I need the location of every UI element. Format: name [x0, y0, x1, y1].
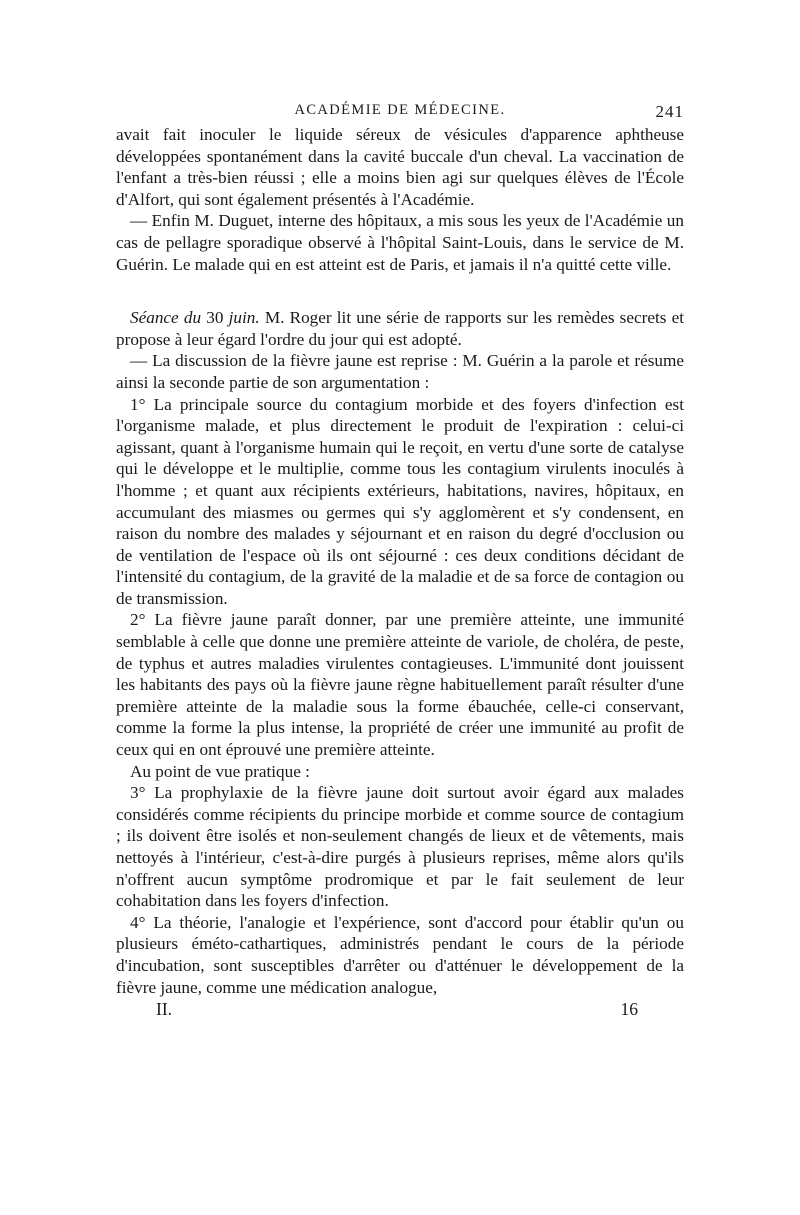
paragraph-vaccination: avait fait inoculer le liquide séreux de vésicules d'apparence aphtheuse développées spontanément dans la cavité buccale d'un cheval. La vaccination de l'enfant a très-bien réussi ; elle a moins bien agi sur quelques élèves de l'École d'Alfort, qui sont également présentés à l'Académie. — [116, 125, 684, 209]
paragraph-discussion: — La discussion de la fièvre jaune est reprise : M. Guérin a la parole et résume ainsi la seconde partie de son argumentation : — [116, 351, 684, 392]
book-page — [116, 98, 684, 1208]
paragraph-point-3: 3° La prophylaxie de la fièvre jaune doit surtout avoir égard aux malades considérés comme récipients du principe morbide et comme source de contagium ; ils doivent être isolés et non-seulement changés de lieux et de vêtements, mais nettoyés à l'intérieur, c'est-à-dire purgés à plusieurs reprises, même alors qu'ils n'offrent aucun symptôme prodromique et par le fait seulement de leur cohabitation dans les foyers d'infection. — [116, 783, 684, 911]
running-head — [116, 98, 684, 122]
seance-month: juin. — [228, 308, 260, 328]
seance-text: M. Roger lit une série de rapports sur les remèdes secrets et propose à leur égard l'ordre du jour qui est adopté. — [116, 308, 685, 349]
paragraph-seance — [116, 307, 684, 350]
paragraph-practical: Au point de vue pratique : — [130, 761, 310, 781]
paragraph-pellagra: — Enfin M. Duguet, interne des hôpitaux, a mis sous les yeux de l'Académie un cas de pellagre sporadique observé à l'hôpital Saint-Louis, dans le service de M. Guérin. Le malade qui en est atteint est de Paris, et jamais il n'a quitté cette ville. — [116, 211, 684, 274]
signature-mark: 16 — [620, 999, 638, 1020]
page-footer — [116, 999, 684, 1021]
page-number: 241 — [655, 102, 684, 121]
running-title: ACADÉMIE DE MÉDECINE. — [294, 102, 506, 118]
paragraph-point-2: 2° La fièvre jaune paraît donner, par une première atteinte, une immunité semblable à celle que donne une première atteinte de variole, de choléra, de peste, de typhus et autres maladies virulentes contagieuses. L'immunité dont jouissent les habitants des pays où la fièvre jaune règne habituellement paraît résulter d'une première atteinte de la maladie sous la forme ébauchée, celle-ci conservant, comme la forme la plus intense, la propriété de créer une immunité au profit de ceux qui en ont éprouvé une première atteinte. — [116, 610, 684, 760]
volume-mark: II. — [156, 999, 173, 1020]
paragraph-point-4: 4° La théorie, l'analogie et l'expérience, sont d'accord pour établir qu'un ou plusieurs éméto-cathartiques, administrés pendant le cours de la période d'incubation, sont susceptibles d'arrêter ou d'atténuer le développement de la fièvre jaune, comme une médication analogue, — [116, 912, 684, 997]
paragraph-point-1: 1° La principale source du contagium morbide et des foyers d'infection est l'organisme malade, et plus directement le produit de l'expiration : celui-ci agissant, quant à l'organisme humain qui le reçoit, en vertu d'une sorte de catalyse qui le développe et le multiplie, comme tous les contagium virulents inoculés à l'homme ; et quant aux récipients extérieurs, habitations, navires, hôpitaux, en accumulant des miasmes ou germes qui s'y agglomèrent et s'y condensent, en raison du nombre des malades y séjournant et en raison du degré d'occlusion ou de ventilation de l'espace où ils ont séjourné : ces deux conditions décidant de l'intensité du contagium, de la gravité de la maladie et de sa force de contagion ou de transmission. — [116, 394, 684, 608]
seance-lead: Séance du — [130, 308, 202, 328]
seance-date: 30 — [206, 308, 224, 328]
